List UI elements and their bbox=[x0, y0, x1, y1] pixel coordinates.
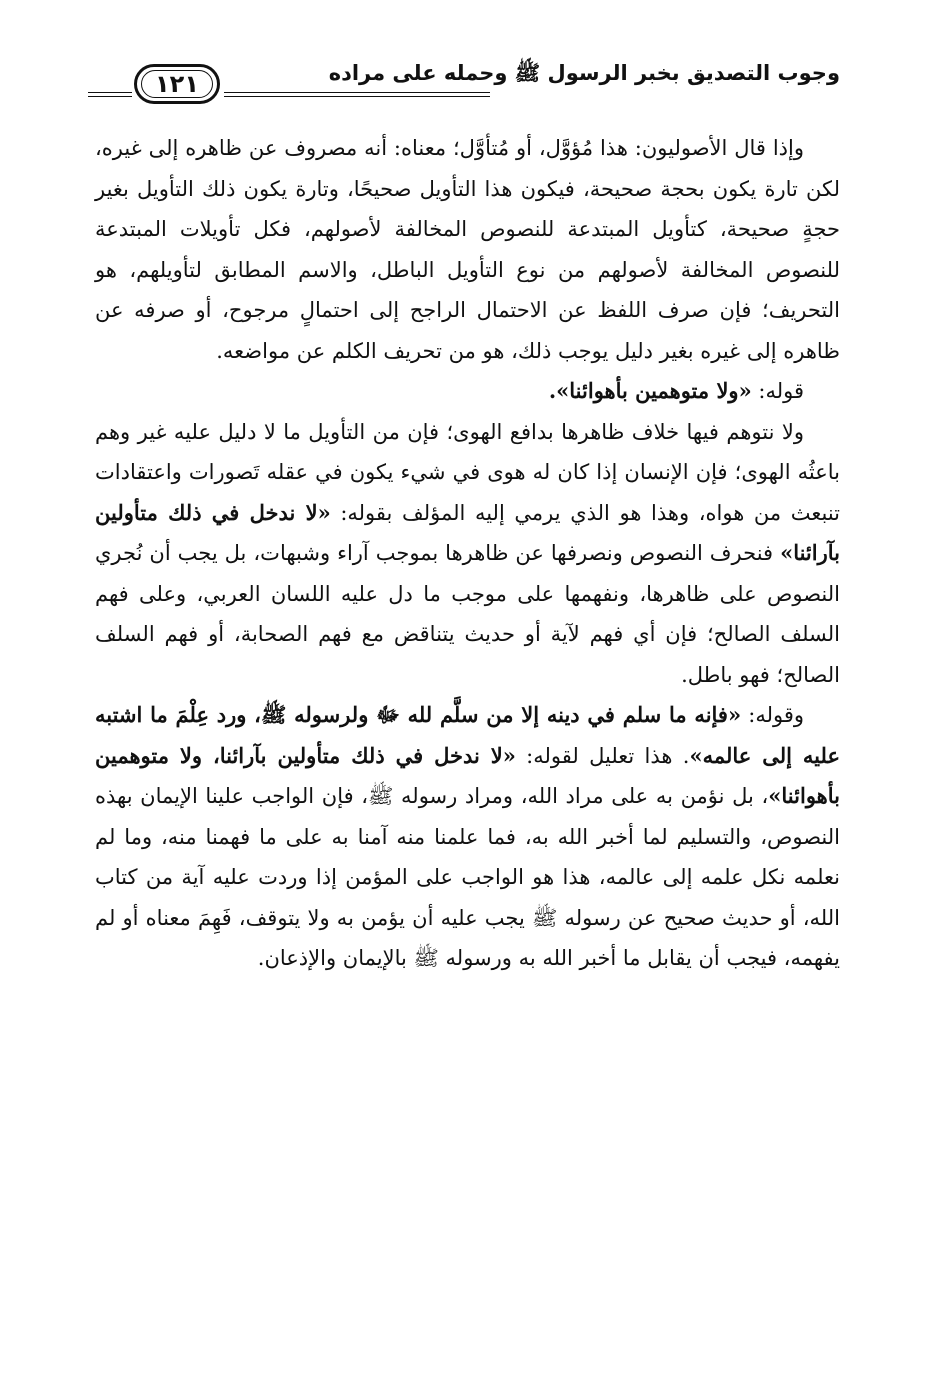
paragraph-4-quote-2: «لا ندخل في ذلك متأولين بآرائنا، ولا متوهمين بأهوائنا» bbox=[95, 742, 840, 808]
page-number-badge bbox=[134, 64, 220, 104]
header-rule-left bbox=[88, 92, 132, 97]
paragraph-3-text-2: فنحرف النصوص ونصرفها عن ظاهرها بموجب آراء وشبهات، بل يجب أن نُجري النصوص على ظاهرها، ونفهمها على موجب ما دل عليه اللسان العربي، وعلى فهم السلف الصالح؛ فإن أي فهم لآية أو حديث يتناقض مع فهم الصحابة، أو فهم السلف الصالح؛ فهو باطل. bbox=[95, 541, 840, 687]
page-number-frame bbox=[141, 70, 213, 98]
paragraph-3-quote: «لا ندخل في ذلك متأولين بآرائنا» bbox=[95, 499, 840, 565]
paragraph-4-text-2: ، بل نؤمن به على مراد الله، ومراد رسوله ﷺ، فإن الواجب علينا الإيمان بهذه النصوص، والتسليم لما أخبر الله به، فما علمنا منه آمنا به على ما فهمنا منه، وما لم نعلمه نكل علمه إلى عالمه، هذا هو الواجب على المؤمن إذا وردت عليه آية من كتاب الله، أو حديث صحيح عن رسوله ﷺ يجب عليه أن يؤمن به ولا يتوقف، فَهِمَ معناه أو لم يفهمه، فيجب أن يقابل ما أخبر الله به ورسوله ﷺ بالإيمان والإذعان. bbox=[95, 784, 840, 970]
paragraph-4-lead: وقوله: bbox=[741, 703, 805, 727]
page-number: ١٢١ bbox=[155, 70, 199, 98]
paragraph-3-text-1: ولا نتوهم فيها خلاف ظاهرها بدافع الهوى؛ فإن من التأويل ما لا دليل عليه غير وهم باعثُه الهوى؛ فإن الإنسان إذا كان له هوى في شيء يكون في عقله تَصورات واعتقادات تنبعث من هواه، وهذا هو الذي يرمي إليه المؤلف بقوله: bbox=[95, 419, 841, 525]
paragraph-1: وإذا قال الأصوليون: هذا مُؤوَّل، أو مُتأوَّل؛ معناه: أنه مصروف عن ظاهره إلى غيره، لكن تارة يكون بحجة صحيحة، فيكون هذا التأويل صحيحًا، وتارة يكون ذلك التأويل بغير حجةٍ صحيحة، كتأويل المبتدعة للنصوص المخالفة لأصولهم، فكل تأويلات المبتدعة للنصوص المخالفة لأصولهم من نوع التأويل الباطل، والاسم المطابق لتأويلهم، هو التحريف؛ فإن صرف اللفظ عن الاحتمال الراجح إلى احتمالٍ مرجوح، أو صرفه عن ظاهره إلى غيره بغير دليل يوجب ذلك، هو من تحريف الكلم عن مواضعه. bbox=[95, 136, 840, 363]
paragraph-2-quote: «ولا متوهمين بأهوائنا». bbox=[548, 378, 752, 403]
header-rule-right bbox=[224, 92, 490, 97]
paragraph-2-lead: قوله: bbox=[751, 379, 804, 403]
paragraph-2 bbox=[95, 371, 840, 412]
paragraph-3 bbox=[95, 412, 840, 696]
paragraph-4-text-1: . هذا تعليل لقوله: bbox=[515, 743, 690, 768]
running-title: وجوب التصديق بخبر الرسول ﷺ وحمله على مراده bbox=[328, 61, 840, 85]
paragraph-4-quote-1: «فإنه ما سلم في دينه إلا من سلَّم لله ﷻ ولرسوله ﷺ، ورد عِلْمَ ما اشتبه عليه إلى عالمه» bbox=[95, 702, 840, 768]
paragraph-4 bbox=[95, 695, 840, 979]
page-body bbox=[95, 128, 840, 979]
page-header bbox=[88, 52, 840, 112]
